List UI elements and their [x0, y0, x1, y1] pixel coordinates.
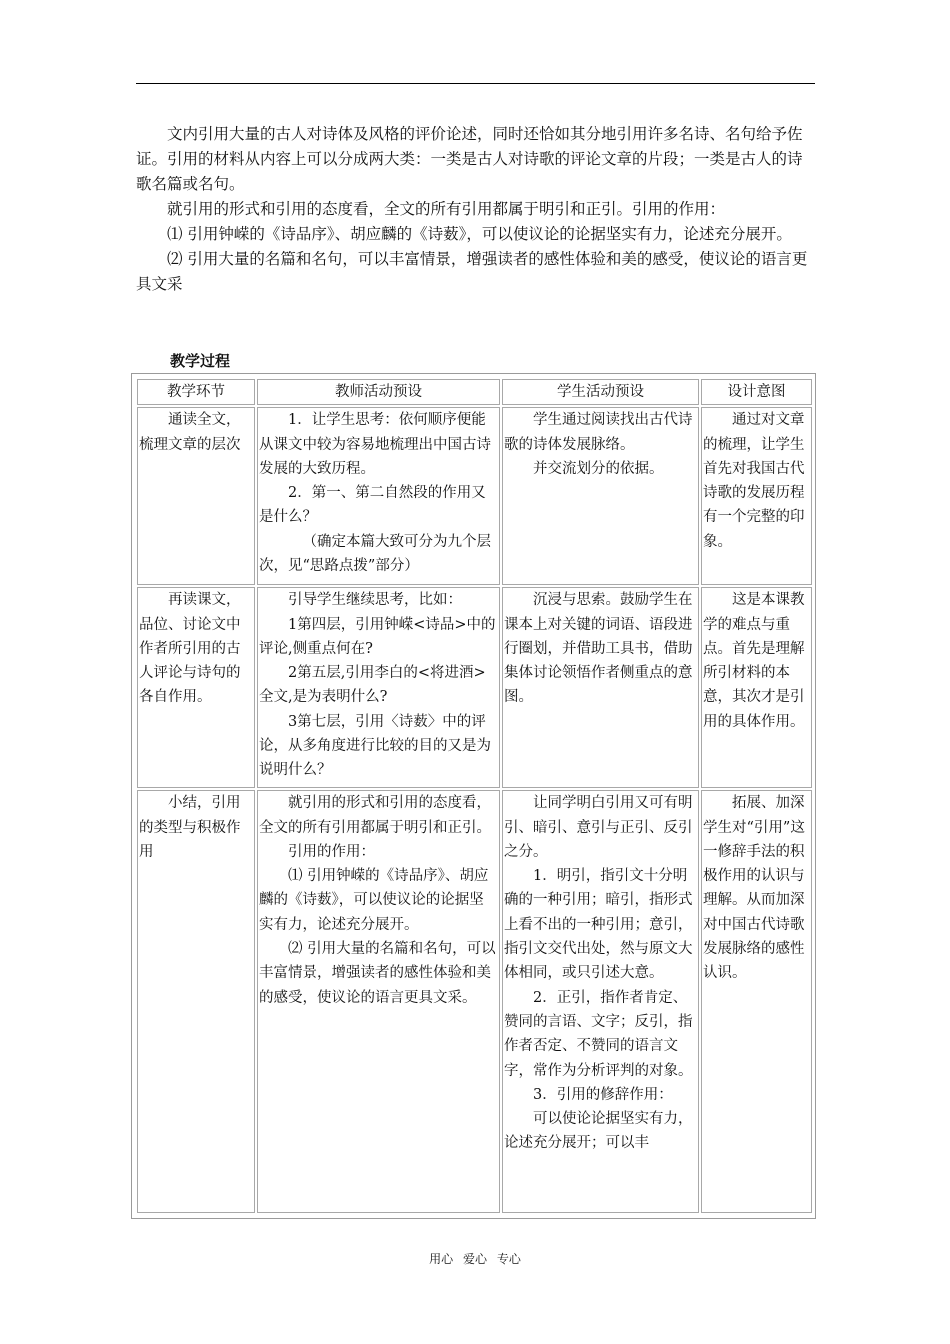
intro-paragraph: ⑵ 引用大量的名篇和名句，可以丰富情景，增强读者的感性体验和美的感受，使议论的语言更具文采 [136, 250, 808, 293]
intro-paragraph: 文内引用大量的古人对诗体及风格的评价论述，同时还恰如其分地引用许多名诗、名句给予佐证。引用的材料从内容上可以分成两大类：一类是古人对诗歌的评论文章的片段；一类是古人的诗歌名篇或名句。 [136, 125, 803, 193]
footer-word: 专心 [496, 1252, 521, 1266]
header-student: 学生活动预设 [502, 379, 699, 405]
table-row [137, 407, 812, 585]
cell-student: 学生通过阅读找出古代诗歌的诗体发展脉络。 并交流划分的依据。 [502, 407, 699, 585]
cell-intent: 拓展、加深学生对“引用”这一修辞手法的积极作用的认识与理解。从而加深对中国古代诗歌发展脉络的感性认识。 [701, 790, 812, 1213]
header-rule [136, 83, 815, 84]
header-intent: 设计意图 [701, 379, 812, 405]
cell-teacher: 引导学生继续思考，比如： 1第四层，引用钟嵘<诗品>中的评论,侧重点何在? 2第五层,引用李白的<将进酒>全文,是为表明什么? 3第七层，引用〈诗薮〉中的评论，从多角度进行比较的目的又是为说明什么？ [257, 587, 500, 788]
footer-word: 用心 [429, 1252, 454, 1266]
intro-paragraph: ⑴ 引用钟嵘的《诗品序》、胡应麟的《诗薮》，可以使议论的论据坚实有力，论述充分展开。 [167, 225, 792, 243]
table-row [137, 587, 812, 788]
header-stage: 教学环节 [137, 379, 255, 405]
cell-stage: 小结，引用的类型与积极作用 [137, 790, 255, 1213]
cell-teacher: 1．让学生思考：依何顺序便能从课文中较为容易地梳理出中国古诗发展的大致历程。 2．第一、第二自然段的作用又是什么？ （确定本篇大致可分为九个层次，见“思路点拨”部分） [257, 407, 500, 585]
cell-stage: 通读全文，梳理文章的层次 [137, 407, 255, 585]
footer-word: 爱心 [462, 1252, 487, 1266]
cell-student: 沉浸与思索。鼓励学生在课本上对关键的词语、语段进行圈划，并借助工具书，借助集体讨论领悟作者侧重点的意图。 [502, 587, 699, 788]
cell-intent: 这是本课教学的难点与重点。首先是理解所引材料的本意，其次才是引用的具体作用。 [701, 587, 812, 788]
teaching-process-table-frame [131, 373, 816, 1219]
page-footer [0, 1250, 950, 1267]
cell-teacher: 就引用的形式和引用的态度看，全文的所有引用都属于明引和正引。 引用的作用： ⑴ 引用钟嵘的《诗品序》、胡应麟的《诗薮》，可以使议论的论据坚实有力，论述充分展开。 ⑵ 引用大量的名篇和名句，可以丰富情景，增强读者的感性体验和美的感受，使议论的语言更具文采。 [257, 790, 500, 1213]
table-row [137, 790, 812, 1213]
teaching-process-table [135, 377, 814, 1215]
header-teacher: 教师活动预设 [257, 379, 500, 405]
cell-intent: 通过对文章的梳理，让学生首先对我国古代诗歌的发展历程有一个完整的印象。 [701, 407, 812, 585]
intro-text [136, 122, 816, 297]
intro-paragraph: 就引用的形式和引用的态度看，全文的所有引用都属于明引和正引。引用的作用： [167, 200, 726, 218]
cell-student: 让同学明白引用又可有明引、暗引、意引与正引、反引之分。 1．明引，指引文十分明确的一种引用；暗引，指形式上看不出的一种引用；意引，指引文交代出处，然与原文大体相同，或只引述大意。 2．正引，指作者肯定、赞同的言语、文字；反引，指作者否定、不赞同的语言文字，常作为分析评判的对象。 3．引用的修辞作用： 可以使论论据坚实有力，论述充分展开；可以丰 [502, 790, 699, 1213]
cell-stage: 再读课文，品位、讨论文中作者所引用的古人评论与诗句的各自作用。 [137, 587, 255, 788]
table-header-row [137, 379, 812, 405]
section-title: 教学过程 [170, 352, 231, 370]
